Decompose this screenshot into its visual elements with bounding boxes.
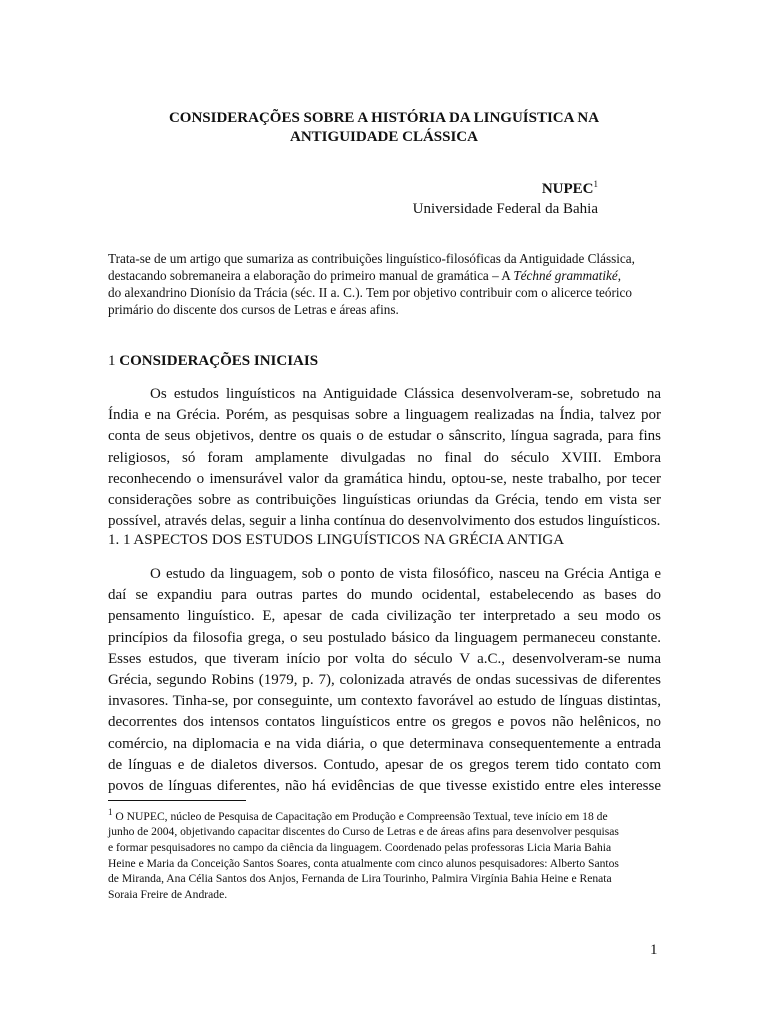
page-number: 1 [650,942,658,958]
footnote-marker: 1 [108,807,113,817]
author-affiliation: Universidade Federal da Bahia [412,201,598,217]
article-title [108,109,660,147]
author-block [108,179,660,219]
paragraph-line: considerações sobre as contribuições linguísticas oriundas da Grécia, tendo em vista ser [108,491,661,508]
title-line-2: ANTIGUIDADE CLÁSSICA [290,129,478,145]
footnote-line: junho de 2004, objetivando capacitar discentes do Curso de Letras e de áreas afins para desenvolver pesquisas [108,825,619,839]
paragraph-line: pensamento linguístico. E, apesar de cada civilização ter interpretado a seu modo os [108,608,661,625]
paragraph-line: Grécia, segundo Robins (1979, p. 7), colonizada através de ondas sucessivas de diferentes [108,671,661,688]
footnote [108,805,661,902]
section-1-1-paragraph [108,564,661,797]
paragraph-line: Esses estudos, que tiveram início por volta do século V a.C., desenvolveram-se numa [108,650,661,667]
abstract-emphasis: Téchné grammatiké [513,268,618,283]
paragraph-line: decorrentes dos intensos contatos linguísticos entre os gregos e povos não helênicos, no [108,714,661,731]
paragraph-line: Índia e na Grécia. Porém, as pesquisas sobre a linguagem realizadas na Índia, talvez por [108,407,661,424]
abstract [108,250,661,318]
section-1-1-heading: 1. 1 ASPECTOS DOS ESTUDOS LINGUÍSTICOS NA GRÉCIA ANTIGA [108,532,565,548]
footnote-text: O NUPEC, núcleo de Pesquisa de Capacitação em Produção e Compreensão Textual, teve início em 18 de [112,809,608,823]
author-name: NUPEC [541,181,594,197]
section-number: 1 [108,353,120,369]
abstract-text: destacando sobremaneira a elaboração do primeiro manual de gramática – A [108,268,514,283]
paragraph-line: Os estudos linguísticos na Antiguidade Clássica desenvolveram-se, sobretudo na [150,386,661,402]
paragraph-line: religiosos, só foram amplamente divulgadas no final do século XVIII. Embora [108,449,661,466]
title-line-1: CONSIDERAÇÕES SOBRE A HISTÓRIA DA LINGUÍSTICA NA [168,110,600,126]
abstract-line: primário do discente dos cursos de Letras e áreas afins. [108,302,399,317]
footnote-line: e formar pesquisadores no campo da ciência da linguagem. Coordenado pelas professoras Licia Maria Bahia [108,841,612,855]
footnote-ref: 1 [593,179,598,189]
abstract-line [108,267,661,284]
footnote-line: de Miranda, Ana Célia Santos dos Anjos, Fernanda de Lira Tourinho, Palmira Virgínia Bahia Heine e Renata [108,872,612,886]
paragraph-line: princípios da filosofia grega, o seu postulado básico da linguagem permaneceu constante. [108,629,661,646]
paragraph-line: reconhecendo o imensurável valor da gramática hindu, optou-se, neste trabalho, por tecer [108,470,661,487]
abstract-line: do alexandrino Dionísio da Trácia (séc. II a. C.). Tem por objetivo contribuir com o alicerce teórico [108,285,632,300]
paragraph-line: povos de línguas diferentes, não há evidências de que tivesse existido entre eles interesse [108,777,661,794]
footnote-line: Heine e Maria da Conceição Santos Soares, conta atualmente com cinco alunos pesquisadores: Alberto Santos [108,856,619,870]
abstract-line: Trata-se de um artigo que sumariza as contribuições linguístico-filosóficas da Antiguidade Clássica, [108,251,635,266]
section-1-paragraph [108,384,661,532]
footnote-line [108,805,661,824]
paragraph-line: de línguas e de dialetos diversos. Contudo, apesar de os gregos terem tido contato com [108,756,661,773]
paragraph-line: invasores. Tinha-se, por conseguinte, um contexto favorável ao estudo de línguas distintas, [108,693,661,710]
section-1-heading [108,351,318,371]
paragraph-line: comércio, na diplomacia e na vida diária, o que determinava consequentemente a entrada [108,735,661,752]
paragraph-line: conta de seus objetivos, dentre os quais o de estudar o sânscrito, língua sagrada, para fins [108,428,661,445]
section-title: CONSIDERAÇÕES INICIAIS [119,353,319,369]
paragraph-line: daí se expandiu para outras partes do mundo ocidental, estabelecendo as bases do [108,587,661,604]
footnote-separator [108,800,246,801]
paragraph-line: possível, através delas, seguir a linha contínua do desenvolvimento dos estudos linguísticos. [108,513,661,530]
abstract-text: , [617,268,622,283]
footnote-line: Soraia Freire de Andrade. [108,887,228,901]
paragraph-line: O estudo da linguagem, sob o ponto de vista filosófico, nasceu na Grécia Antiga e [150,566,661,582]
